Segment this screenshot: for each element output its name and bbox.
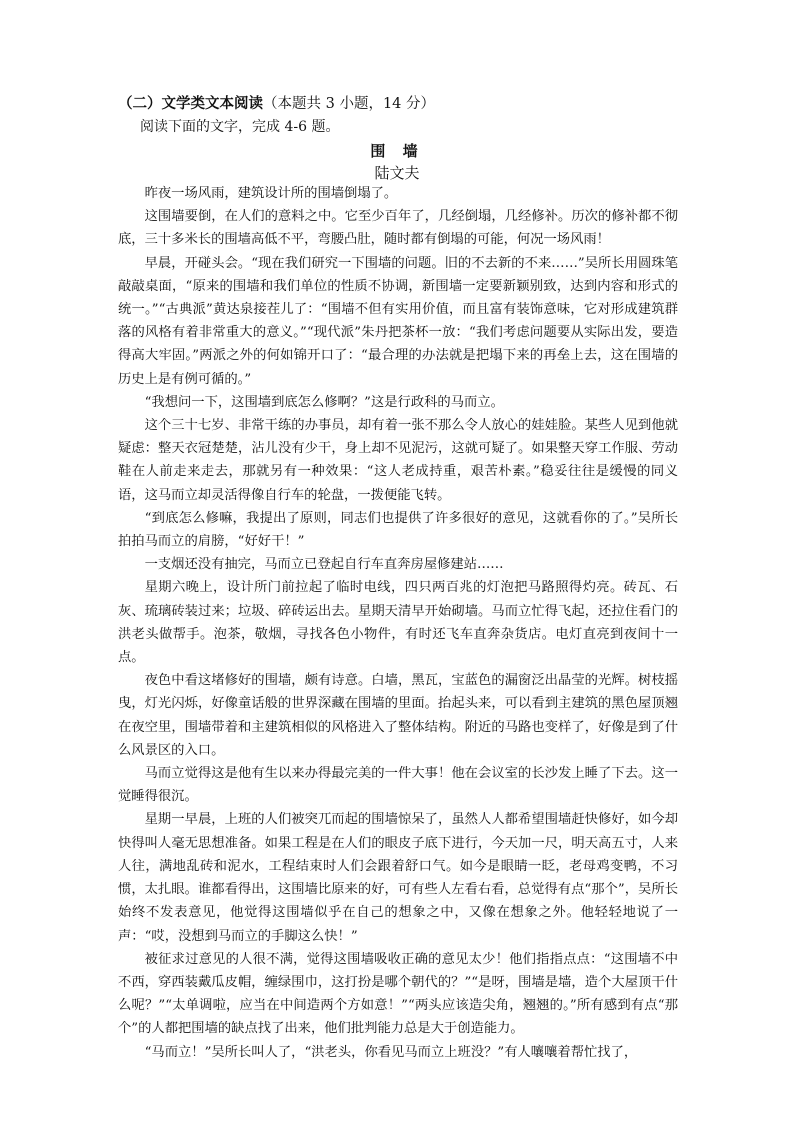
section-heading-title: （二）文学类文本阅读 [118,96,263,112]
paragraph: 星期一早晨，上班的人们被突兀而起的围墙惊呆了，虽然人人都希望围墙赶快修好，如今却快得叫人毫无思想准备。如果工程是在人们的眼皮子底下进行，今天加一尺，明天高五寸，人来人往，满地乱砖和泥水，工程结束时人们会跟着舒口气。如今是眼睛一眨，老母鸡变鸭，不习惯，太扎眼。谁都看得出，这围墙比原来的好，可有些人左看右看，总觉得有点“那个”，吴所长始终不发表意见，他觉得这围墙似乎在自己的想象之中，又像在想象之外。他轻轻地说了一声：“哎，没想到马而立的手脚这么快！” [118,812,678,944]
reading-instruction: 阅读下面的文字，完成 4-6 题。 [140,119,340,135]
paragraph: 马而立觉得这是他有生以来办得最完美的一件大事！他在会议室的长沙发上睡了下去。这一觉睡得很沉。 [118,766,678,805]
paragraph: 这围墙要倒，在人们的意料之中。它至少百年了，几经倒塌，几经修补。历次的修补都不彻底，三十多米长的围墙高低不平，弯腰凸肚，随时都有倒塌的可能，何况一场风雨！ [118,209,678,248]
paragraph: 被征求过意见的人很不满，觉得这围墙吸收正确的意见太少！他们指指点点：“这围墙不中不西，穿西装戴瓜皮帽，缠绿围巾，这打扮是哪个朝代的？”“是呀，围墙是墙，造个大屋顶干什么呢？”“太单调啦，应当在中间造两个方如意！”“两头应该造尖角，翘翘的。”所有感到有点“那个”的人都把围墙的缺点找了出来，他们批判能力总是大于创造能力。 [118,951,678,1037]
paragraph: 一支烟还没有抽完，马而立已登起自行车直奔房屋修建站…… [144,557,504,573]
paragraph: “我想问一下，这围墙到底怎么修啊？”这是行政科的马而立。 [144,394,504,410]
story-body [118,182,678,1064]
paragraph: 夜色中看这堵修好的围墙，颇有诗意。白墙，黑瓦，宝蓝色的漏窗泛出晶莹的光辉。树枝摇曳，灯光闪烁，好像童话般的世界深藏在围墙的里面。抬起头来，可以看到主建筑的黑色屋顶翘在夜空里，围墙带着和主建筑相似的风格进入了整体结构。附近的马路也变样了，好像是到了什么风景区的入口。 [118,673,678,758]
section-heading-note: （本题共 3 小题，14 分） [263,96,436,112]
section-heading [118,94,435,114]
paragraph: “到底怎么修嘛，我提出了原则，同志们也提供了许多很好的意见，这就看你的了。”吴所长拍拍马而立的肩膀，“好好干！” [118,510,678,550]
paragraph: 早晨，开碰头会。“现在我们研究一下围墙的问题。旧的不去新的不来……”吴所长用圆珠笔敲敲桌面，“原来的围墙和我们单位的性质不协调，新围墙一定要新颖别致，达到内容和形式的统一。”“古典派”黄达泉接茬儿了：“围墙不但有实用价值，而且富有装饰意味，它对形成建筑群落的风格有着非常重大的意义。”“现代派”朱丹把茶杯一放：“我们考虑问题要从实际出发，要造得高大牢固。”两派之外的何如锦开口了：“最合理的办法就是把塌下来的再垒上去，这在围墙的历史上是有例可循的。” [118,255,678,387]
paragraph: 这个三十七岁、非常干练的办事员，却有着一张不那么令人放心的娃娃脸。某些人见到他就疑虑：整天衣冠楚楚，沾儿没有少干，身上却不见泥污，这就可疑了。如果整天穿工作服、劳动鞋在人前走来走去，那就另有一种效果：“这人老成持重，艰苦朴素。”稳妥往往是缓慢的同义语，这马而立却灵活得像自行车的轮盘，一拨便能飞转。 [118,418,678,503]
paragraph: 星期六晚上，设计所门前拉起了临时电线，四只两百兆的灯泡把马路照得灼亮。砖瓦、石灰、琉璃砖装过来；垃圾、碎砖运出去。星期天清早开始砌墙。马而立忙得飞起，还拉住看门的洪老头做帮手。泡茶，敬烟，寻找各色小物件，有时还飞车直奔杂货店。电灯直亮到夜间十一点。 [118,580,678,666]
paragraph: “马而立！”吴所长叫人了，“洪老头，你看见马而立上班没？”有人嚷嚷着帮忙找了， [144,1044,638,1060]
paragraph: 昨夜一场风雨，建筑设计所的围墙倒塌了。 [144,186,398,201]
story-title: 围 墙 [370,142,424,160]
story-author: 陆文夫 [374,164,420,182]
